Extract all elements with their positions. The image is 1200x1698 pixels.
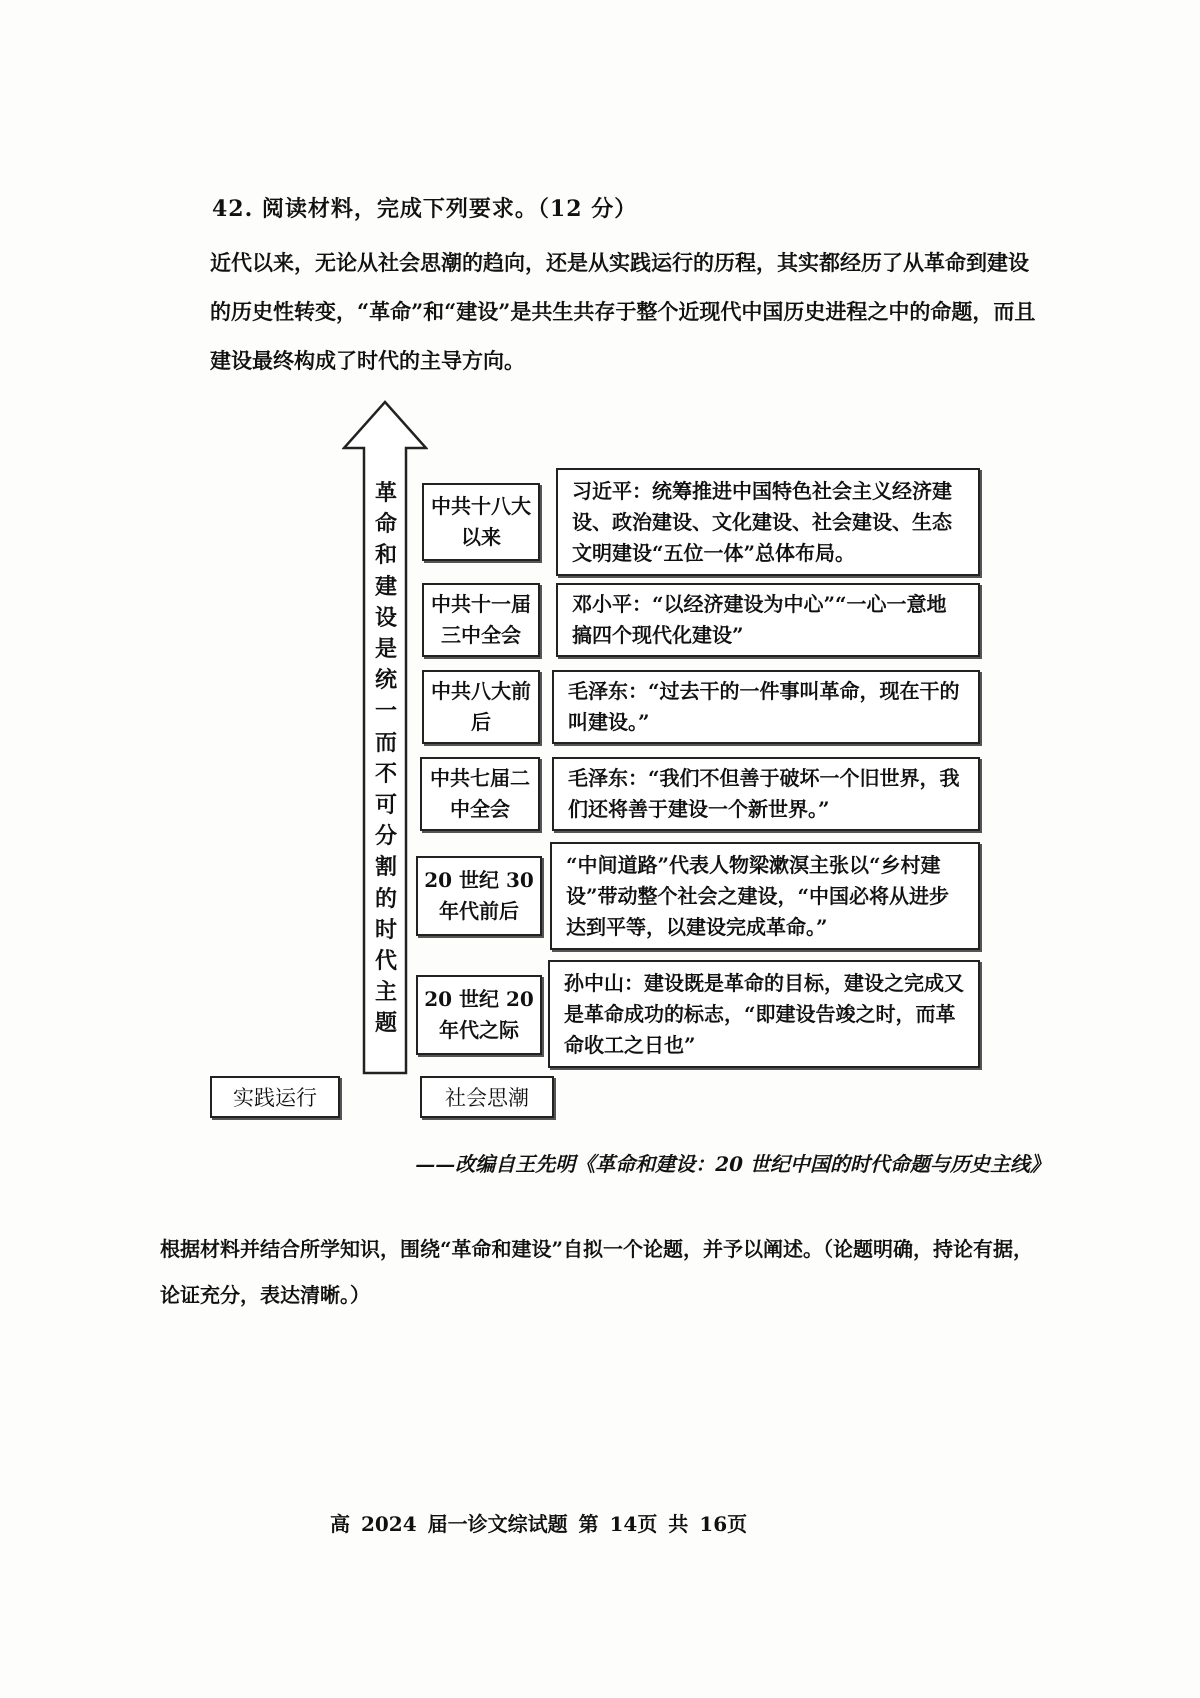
era-box: 中共七届二中全会 [420,757,540,831]
quote-box: 毛泽东：“过去干的一件事叫革命，现在干的叫建设。” [552,670,980,744]
quote-box: 习近平：统筹推进中国特色社会主义经济建设、政治建设、文化建设、社会建设、生态文明建设“五位一体”总体布局。 [556,468,980,576]
era-box: 中共十一届三中全会 [422,583,540,657]
quote-box: 邓小平：“以经济建设为中心”“一心一意地搞四个现代化建设” [556,583,980,657]
quote-box: “中间道路”代表人物梁漱溟主张以“乡村建设”带动整个社会之建设，“中国必将从进步达到平等，以建设完成革命。” [550,842,980,950]
label-practice: 实践运行 [210,1076,340,1118]
requirement-text: 根据材料并结合所学知识，围绕“革命和建设”自拟一个论题，并予以阐述。（论题明确，持论有据，论证充分，表达清晰。） [160,1237,1034,1307]
arrow-text: 革命和建设是统一而不可分割的时代主题 [374,480,397,1037]
quote-box: 孙中山：建设既是革命的目标，建设之完成又是革命成功的标志，“即建设告竣之时，而革命收工之日也” [548,960,980,1068]
era-box: 中共八大前后 [422,670,540,744]
page-footer: 高 2024 届一诊文综试题 第 14页 共 16页 [330,1512,748,1536]
source-citation: ——改编自王先明《革命和建设：20 世纪中国的时代命题与历史主线》 [415,1152,1050,1176]
era-box: 中共十八大以来 [422,483,540,561]
material-paragraph: 近代以来，无论从社会思潮的趋向，还是从实践运行的历程，其实都经历了从革命到建设的历史性转变，“革命”和“建设”是共生共存于整个近现代中国历史进程之中的命题，而且建设最终构成了时代的主导方向。 [210,250,1036,373]
era-box: 20 世纪 30 年代前后 [416,856,542,936]
era-box: 20 世纪 20 年代之际 [416,975,542,1055]
quote-box: 毛泽东：“我们不但善于破坏一个旧世界，我们还将善于建设一个新世界。” [552,757,980,831]
question-title: 42. 阅读材料，完成下列要求。（12 分） [212,196,638,222]
label-thought: 社会思潮 [420,1076,554,1118]
